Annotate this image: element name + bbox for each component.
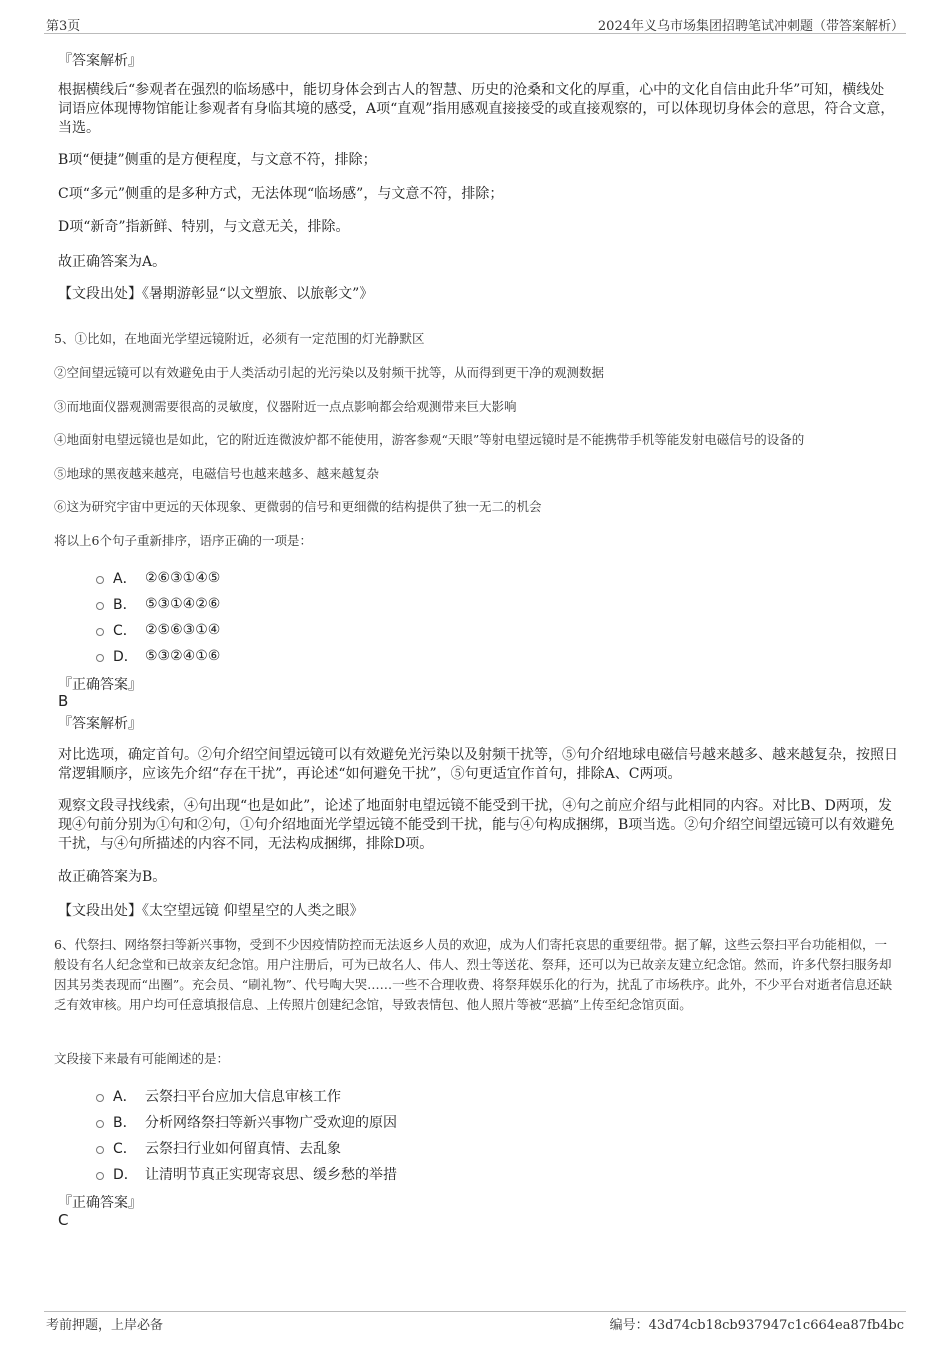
analysis-paragraph: B项“便捷”侧重的是方便程度，与文意不符，排除； [58, 152, 377, 168]
option-c[interactable]: C． 云祭扫行业如何留真情、去乱象 [96, 1138, 341, 1158]
option-a[interactable]: A． ②⑥③①④⑤ [96, 568, 220, 588]
radio-icon[interactable] [96, 654, 104, 662]
source-citation: 【文段出处】《暑期游彰显“以文塑旅、以旅彰文”》 [58, 286, 374, 302]
source-citation: 【文段出处】《太空望远镜 仰望星空的人类之眼》 [58, 903, 364, 919]
question-sentence: 5、①比如，在地面光学望远镜附近，必须有一定范围的灯光静默区 [54, 331, 425, 346]
option-c[interactable]: C． ②⑤⑥③①④ [96, 620, 220, 640]
analysis-paragraph: D项“新奇”指新鲜、特别，与文意无关，排除。 [58, 219, 350, 235]
question-prompt: 将以上6个句子重新排序，语序正确的一项是： [54, 533, 312, 548]
footer-slogan: 考前押题，上岸必备 [46, 1318, 164, 1333]
question-prompt: 文段接下来最有可能阐述的是： [54, 1051, 230, 1066]
analysis-label: 『答案解析』 [58, 53, 142, 69]
correct-answer-label: 『正确答案』 [58, 677, 142, 693]
option-d[interactable]: D． 让清明节真正实现寄哀思、缓乡愁的举措 [96, 1164, 397, 1184]
question-sentence: ③而地面仪器观测需要很高的灵敏度，仪器附近一点点影响都会给观测带来巨大影响 [54, 399, 517, 414]
document-title: 2024年义乌市场集团招聘笔试冲刺题（带答案解析） [597, 19, 904, 34]
analysis-paragraph: 观察文段寻找线索，④句出现“也是如此”，论述了地面射电望远镜不能受到干扰，④句之前应介绍与此相同的内容。对比B、D两项，发现④句前分别为①句和②句，①句介绍地面光学望远镜不能受到干扰，能与④句构成捆绑，B项当选。②句介绍空间望远镜可以有效避免干扰，与④句所描述的内容不同，无法构成捆绑，排除D项。 [58, 798, 895, 852]
analysis-paragraph: 对比选项，确定首句。②句介绍空间望远镜可以有效避免光污染以及射频干扰等，⑤句介绍地球电磁信号越来越多、越来越复杂，按照日常逻辑顺序，应该先介绍“存在干扰”，再论述“如何避免干扰”，⑤句更适宜作首句，排除A、C两项。 [58, 747, 898, 782]
option-d[interactable]: D． ⑤③②④①⑥ [96, 646, 220, 666]
question-sentence: ④地面射电望远镜也是如此，它的附近连微波炉都不能使用，游客参观“天眼”等射电望远镜时是不能携带手机等能发射电磁信号的设备的 [54, 432, 805, 447]
radio-icon[interactable] [96, 1146, 104, 1154]
question-sentence: ⑤地球的黑夜越来越亮，电磁信号也越来越多、越来越复杂 [54, 466, 380, 481]
radio-icon[interactable] [96, 602, 104, 610]
question-sentence: ②空间望远镜可以有效避免由于人类活动引起的光污染以及射频干扰等，从而得到更干净的观测数据 [54, 365, 605, 380]
option-a[interactable]: A． 云祭扫平台应加大信息审核工作 [96, 1086, 341, 1106]
radio-icon[interactable] [96, 628, 104, 636]
option-b[interactable]: B． 分析网络祭扫等新兴事物广受欢迎的原因 [96, 1112, 397, 1132]
conclusion: 故正确答案为A。 [58, 254, 167, 270]
question-stem: 6、代祭扫、网络祭扫等新兴事物，受到不少因疫情防控而无法返乡人员的欢迎，成为人们寄托哀思的重要纽带。据了解，这些云祭扫平台功能相似，一般设有名人纪念堂和已故亲友纪念馆。用户注册后，可为已故名人、伟人、烈士等送花、祭拜，还可以为已故亲友建立纪念馆。然而，许多代祭扫服务却因其另类表现而“出圈”。充会员、“刷礼物”、代号啕大哭……一些不合理收费、将祭拜娱乐化的行为，扰乱了市场秩序。此外，不少平台对逝者信息还缺乏有效审核。用户均可任意填报信息、上传照片创建纪念馆，导致表情包、他人照片等被“恶搞”上传至纪念馆页面。 [54, 937, 893, 1012]
radio-icon[interactable] [96, 576, 104, 584]
footer-divider [44, 1311, 906, 1312]
radio-icon[interactable] [96, 1094, 104, 1102]
document-code: 编号：43d74cb18cb937947c1c664ea87fb4bc [609, 1318, 904, 1333]
conclusion: 故正确答案为B。 [58, 869, 167, 885]
option-b[interactable]: B． ⑤③①④②⑥ [96, 594, 220, 614]
correct-answer: C [58, 1211, 69, 1229]
analysis-label: 『答案解析』 [58, 716, 142, 732]
radio-icon[interactable] [96, 1172, 104, 1180]
analysis-paragraph: C项“多元”侧重的是多种方式，无法体现“临场感”，与文意不符，排除； [58, 186, 504, 202]
analysis-paragraph: 根据横线后“参观者在强烈的临场感中，能切身体会到古人的智慧、历史的沧桑和文化的厚重，心中的文化自信由此升华”可知，横线处词语应体现博物馆能让参观者有身临其境的感受，A项“直观”指用感观直接接受的或直接观察的，可以体现切身体会的意思，符合文意，当选。 [58, 82, 895, 136]
radio-icon[interactable] [96, 1120, 104, 1128]
correct-answer: B [58, 692, 69, 710]
header-divider [44, 33, 906, 34]
question-sentence: ⑥这为研究宇宙中更远的天体现象、更微弱的信号和更细微的结构提供了独一无二的机会 [54, 499, 542, 514]
page-number: 第3页 [46, 19, 81, 34]
correct-answer-label: 『正确答案』 [58, 1195, 142, 1211]
